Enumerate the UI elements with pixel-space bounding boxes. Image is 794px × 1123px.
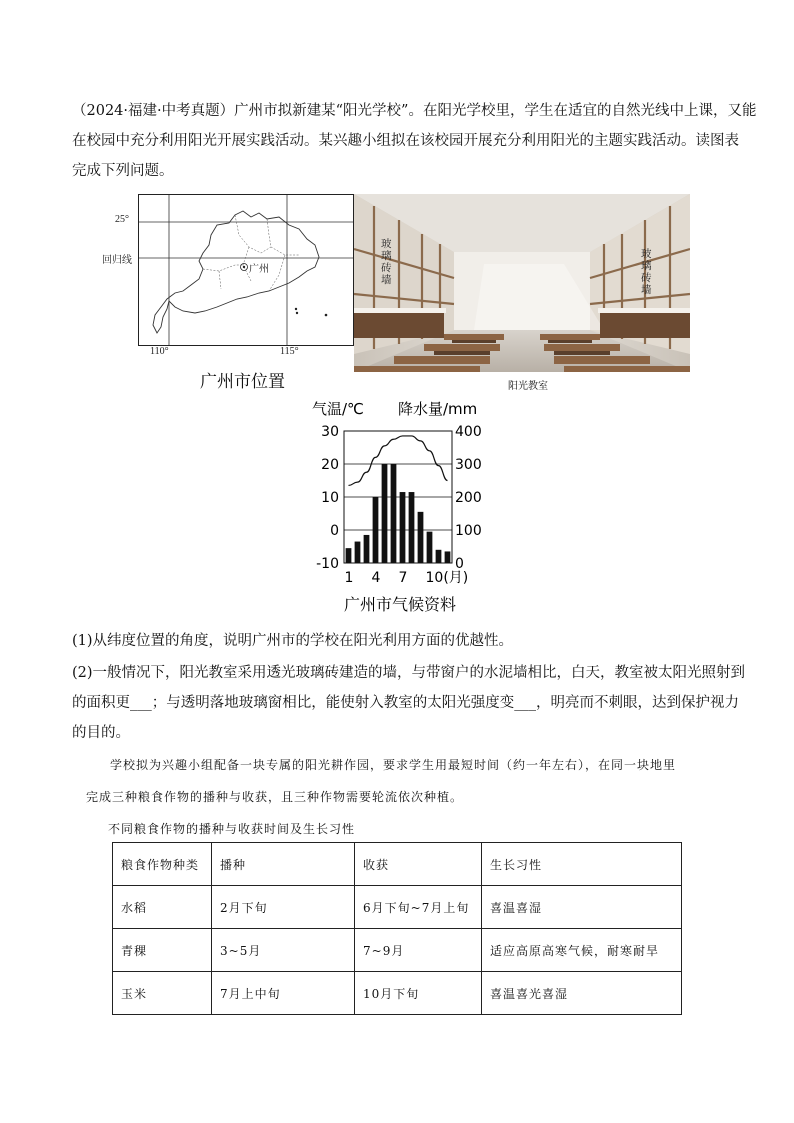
temperature-curve <box>349 436 448 486</box>
precipitation-bar <box>391 464 397 563</box>
question-1: (1)从纬度位置的角度，说明广州市的学校在阳光利用方面的优越性。 <box>72 633 514 649</box>
month-tick-label: 1 <box>344 570 354 586</box>
table-cell: 3~5月 <box>212 929 355 972</box>
tropic-label: 回归线 <box>102 255 132 266</box>
island-dot <box>325 314 328 317</box>
precipitation-axis-label: 降水量/mm <box>398 400 478 418</box>
table-cell: 玉米 <box>113 972 212 1015</box>
table-cell: 6月下旬~7月上旬 <box>355 886 482 929</box>
temperature-tick-label: -10 <box>316 556 339 572</box>
table-cell: 水稻 <box>113 886 212 929</box>
table-cell: 7月上中旬 <box>212 972 355 1015</box>
table-cell: 2月下旬 <box>212 886 355 929</box>
left-wall-label: 玻璃砖墙 <box>381 238 392 286</box>
precipitation-bar <box>346 548 352 563</box>
map-caption: 广州市位置 <box>200 372 285 392</box>
intro-line-1: （2024·福建·中考真题）广州市拟新建某“阳光学校”。在阳光学校里，学生在适宜的自然光线中上课，又能 <box>72 103 757 119</box>
precipitation-bar <box>418 512 424 563</box>
climate-chart-svg <box>300 396 500 618</box>
temperature-axis-label: 气温/℃ <box>312 400 364 418</box>
precipitation-bar <box>427 532 433 563</box>
month-tick-label: 4 <box>371 570 381 586</box>
precipitation-tick-label: 0 <box>455 556 464 572</box>
island-dot <box>295 308 297 310</box>
table-cell: 10月下旬 <box>355 972 482 1015</box>
table-cell: 7~9月 <box>355 929 482 972</box>
table-cell: 青稞 <box>113 929 212 972</box>
classroom-illustration <box>354 194 690 372</box>
table-cell: 适应高原高寒气候，耐寒耐旱 <box>482 929 682 972</box>
temperature-tick-label: 30 <box>321 424 339 440</box>
table-row <box>113 972 682 1015</box>
precipitation-bar <box>382 464 388 563</box>
precipitation-tick-label: 400 <box>455 424 482 440</box>
temperature-tick-label: 0 <box>330 523 339 539</box>
table-header-cell: 粮食作物种类 <box>113 843 212 886</box>
crop-table <box>112 842 682 1015</box>
table-header-cell: 收获 <box>355 843 482 886</box>
precipitation-bar <box>436 550 442 563</box>
map-drawing <box>139 195 353 345</box>
question-2 <box>72 658 746 748</box>
lat-25-label: 25° <box>115 214 129 225</box>
right-wall-label: 玻璃砖墙 <box>641 248 652 296</box>
precipitation-bar <box>409 492 415 563</box>
temperature-tick-label: 20 <box>321 457 339 473</box>
precipitation-tick-label: 300 <box>455 457 482 473</box>
question-2-line-3: 的目的。 <box>72 725 130 741</box>
table-title: 不同粮食作物的播种与收获时间及生长习性 <box>108 822 356 836</box>
table-row <box>113 886 682 929</box>
internal-boundaries <box>203 215 299 291</box>
month-tick-label: 7 <box>398 570 408 586</box>
precipitation-bar <box>445 551 451 563</box>
note-line-1: 学校拟为兴趣小组配备一块专属的阳光耕作园，要求学生用最短时间（约一年左右），在同一块地里 <box>110 758 677 772</box>
question-2-line-2: 的面积更___；与透明落地玻璃窗相比，能使射入教室的太阳光强度变___，明亮而不刺眼，达到保护视力 <box>72 695 739 711</box>
lon-115-label: 115° <box>280 346 299 357</box>
table-header-cell: 生长习性 <box>482 843 682 886</box>
precipitation-tick-label: 200 <box>455 490 482 506</box>
intro-paragraph <box>72 96 757 186</box>
table-row <box>113 929 682 972</box>
precipitation-bar <box>364 535 370 563</box>
precipitation-tick-label: 100 <box>455 523 482 539</box>
table-header-cell: 播种 <box>212 843 355 886</box>
table-cell: 喜温喜光喜湿 <box>482 972 682 1015</box>
question-2-line-1: (2)一般情况下，阳光教室采用透光玻璃砖建造的墙，与带窗户的水泥墙相比，白天，教室被太阳光照射到 <box>72 665 746 681</box>
precipitation-bar <box>373 497 379 563</box>
temperature-tick-label: 10 <box>321 490 339 506</box>
lon-110-label: 110° <box>150 346 169 357</box>
precipitation-bar <box>355 542 361 563</box>
guangzhou-label: 广州 <box>249 264 269 275</box>
intro-line-2: 在校园中充分利用阳光开展实践活动。某兴趣小组拟在该校园开展充分利用阳光的主题实践活动。读图表 <box>72 133 739 149</box>
island-dot <box>296 312 298 314</box>
province-outline <box>153 211 319 333</box>
note-line-2: 完成三种粮食作物的播种与收获，且三种作物需要轮流依次种植。 <box>86 790 464 804</box>
table-cell: 喜温喜湿 <box>482 886 682 929</box>
intro-line-3: 完成下列问题。 <box>72 163 174 179</box>
table-header-row <box>113 843 682 886</box>
photo-caption: 阳光教室 <box>508 381 548 392</box>
sunshine-classroom-photo <box>354 194 690 372</box>
chart-title: 广州市气候资料 <box>343 595 457 614</box>
climate-chart <box>300 396 500 618</box>
precipitation-bar <box>400 492 406 563</box>
month-tick-label: 10(月) <box>425 570 469 586</box>
guangzhou-location-map <box>138 194 354 346</box>
